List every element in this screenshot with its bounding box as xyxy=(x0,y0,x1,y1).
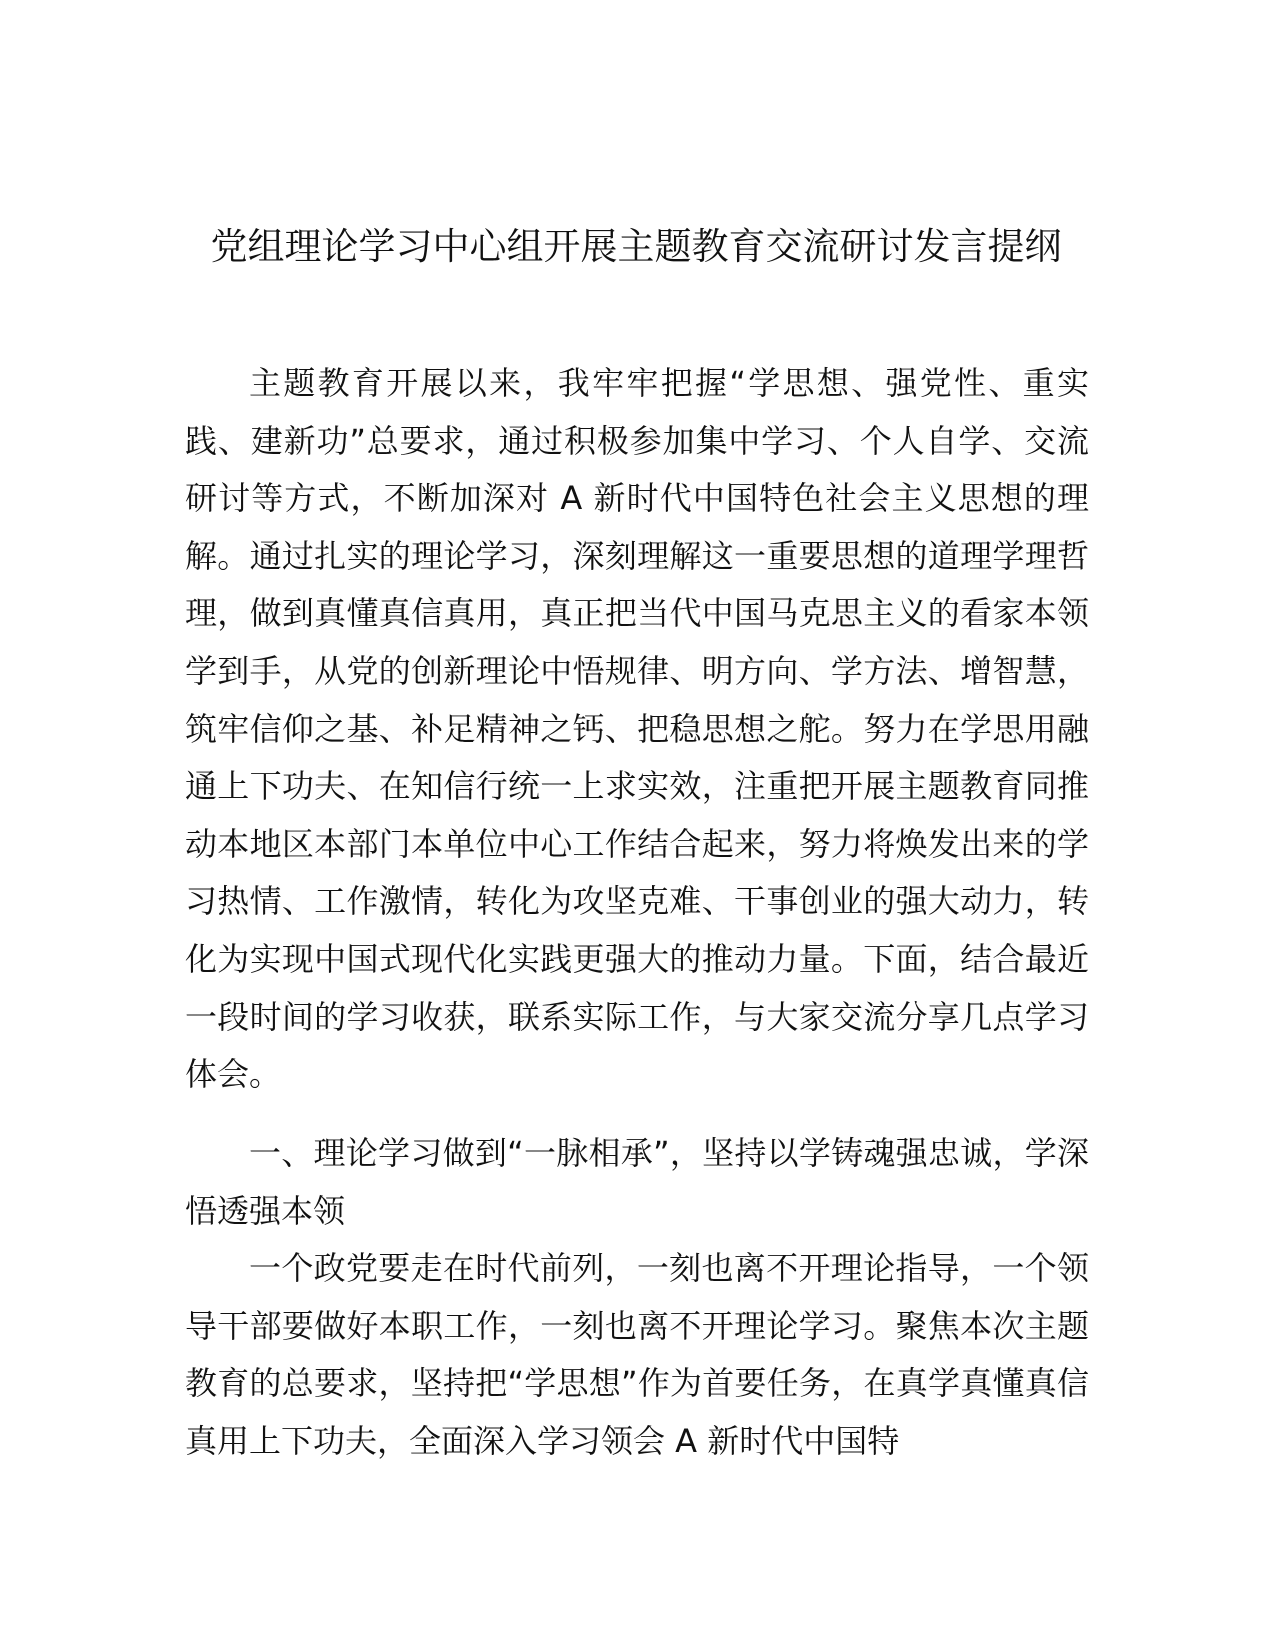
body-paragraph: 主题教育开展以来，我牢牢把握“学思想、强党性、重实践、建新功”总要求，通过积极参加集中学习、个人自学、交流研讨等方式，不断加深对 A 新时代中国特色社会主义思想的理解。通过扎实的理论学习，深刻理解这一重要思想的道理学理哲理，做到真懂真信真用，真正把当代中国马克思主义的看家本领学到手，从党的创新理论中悟规律、明方向、学方法、增智慧，筑牢信仰之基、补足精神之钙、把稳思想之舵。努力在学思用融通上下功夫、在知信行统一上求实效，注重把开展主题教育同推动本地区本部门本单位中心工作结合起来，努力将焕发出来的学习热情、工作激情，转化为攻坚克难、干事创业的强大动力，转化为实现中国式现代化实践更强大的推动力量。下面，结合最近一段时间的学习收获，联系实际工作，与大家交流分享几点学习体会。 xyxy=(185,364,1089,1094)
section-heading: 一、理论学习做到“一脉相承”，坚持以学铸魂强忠诚，学深悟透强本领 xyxy=(185,1134,1089,1230)
body-paragraph: 一个政党要走在时代前列，一刻也离不开理论指导，一个领导干部要做好本职工作，一刻也离不开理论学习。聚焦本次主题教育的总要求，坚持把“学思想”作为首要任务，在真学真懂真信真用上下功夫，全面深入学习领会 A 新时代中国特 xyxy=(185,1249,1089,1460)
document-title: 党组理论学习中心组开展主题教育交流研讨发言提纲 xyxy=(210,225,1062,268)
